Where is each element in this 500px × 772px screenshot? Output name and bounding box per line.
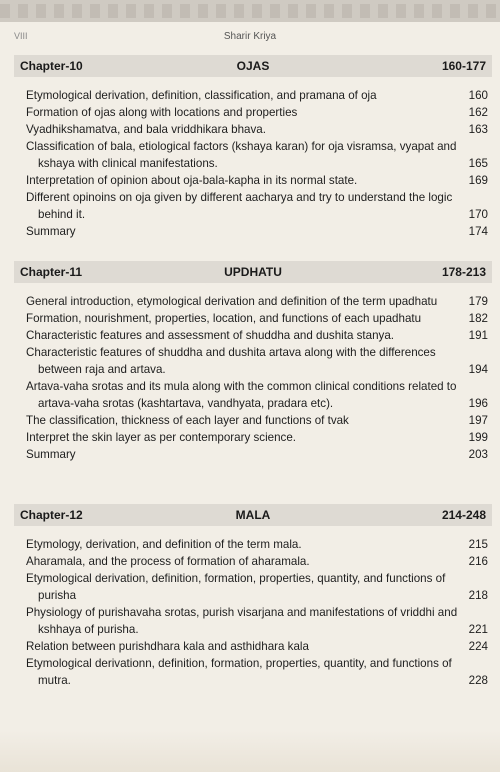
entry-text: Etymology, derivation, and definition of the term mala.: [26, 538, 302, 551]
chapter-title: MALA: [235, 508, 271, 522]
entry-page: 182: [468, 312, 488, 325]
entry-page: 221: [468, 623, 488, 636]
chapter-title: OJAS: [236, 59, 270, 73]
entry-page: 218: [468, 589, 488, 602]
chapter-header-10: [14, 55, 492, 77]
entry-page: 170: [468, 208, 488, 221]
chapter-number: Chapter-12: [20, 508, 83, 522]
chapter-page-range: 160-177: [441, 59, 486, 73]
toc-entry[interactable]: [26, 655, 492, 689]
chapter-header-12: [14, 504, 492, 526]
chapter-number: Chapter-10: [20, 59, 83, 73]
chapter-title: UPDHATU: [224, 265, 282, 279]
toc-entry[interactable]: [26, 604, 492, 638]
chapter-11-entries: [26, 293, 492, 463]
toc-entry[interactable]: [26, 293, 492, 310]
chapter-header-11: [14, 261, 492, 283]
entry-page: 216: [468, 555, 488, 568]
toc-entry[interactable]: [26, 121, 492, 138]
toc-entry[interactable]: [26, 412, 492, 429]
entry-page: 197: [468, 414, 488, 427]
toc-entry[interactable]: [26, 104, 492, 121]
border-pattern: [0, 4, 500, 18]
entry-text: The classification, thickness of each layer and functions of tvak: [26, 414, 349, 427]
entry-text: Summary: [26, 225, 76, 238]
toc-entry[interactable]: [26, 429, 492, 446]
entry-page: 203: [468, 448, 488, 461]
entry-page: 174: [468, 225, 488, 238]
entry-text: Artava-vaha srotas and its mula along with the common clinical conditions related to artava-vaha srotas (kashtartava, vandhyata, pradara etc).: [26, 380, 457, 410]
book-title: Sharir Kriya: [223, 31, 277, 42]
entry-text: Physiology of purishavaha srotas, purish visarjana and manifestations of vriddhi and kshhaya of purisha.: [26, 606, 458, 636]
entry-page: 224: [468, 640, 488, 653]
entry-text: Vyadhikshamatva, and bala vriddhikara bhava.: [26, 123, 266, 136]
toc-entry[interactable]: [26, 310, 492, 327]
entry-text: Formation of ojas along with locations and properties: [26, 106, 298, 119]
toc-entry[interactable]: [26, 344, 492, 378]
toc-entry[interactable]: [26, 138, 492, 172]
entry-page: 228: [468, 674, 488, 687]
entry-text: Interpret the skin layer as per contemporary science.: [26, 431, 297, 444]
running-header: [0, 31, 500, 45]
entry-text: Different opinoins on oja given by different aacharya and try to understand the logic behind it.: [26, 191, 453, 221]
entry-text: Etymological derivationn, definition, formation, properties, quantity, and functions of mutra.: [26, 657, 452, 687]
entry-page: 215: [468, 538, 488, 551]
entry-text: Etymological derivation, definition, classification, and pramana of oja: [26, 89, 377, 102]
toc-entry[interactable]: [26, 553, 492, 570]
entry-text: Summary: [26, 448, 76, 461]
entry-text: General introduction, etymological derivation and definition of the term upadhatu: [26, 295, 438, 308]
toc-entry[interactable]: [26, 223, 492, 240]
entry-text: Characteristic features and assessment of shuddha and dushita stanya.: [26, 329, 394, 342]
toc-entry[interactable]: [26, 172, 492, 189]
entry-text: Etymological derivation, definition, formation, properties, quantity, and functions of purisha: [26, 572, 446, 602]
entry-page: 196: [468, 397, 488, 410]
chapter-page-range: 178-213: [441, 265, 486, 279]
toc-entry[interactable]: [26, 189, 492, 223]
entry-text: Classification of bala, etiological factors (kshaya karan) for oja visramsa, vyapat and kshaya with clinical manifestations.: [26, 140, 457, 170]
toc-entry[interactable]: [26, 87, 492, 104]
decorative-top-border: [0, 0, 500, 22]
entry-page: 160: [468, 89, 488, 102]
toc-entry[interactable]: [26, 378, 492, 412]
toc-entry[interactable]: [26, 446, 492, 463]
page-bottom-margin: [0, 730, 500, 772]
chapter-12-entries: [26, 536, 492, 689]
chapter-10-entries: [26, 87, 492, 240]
entry-page: 191: [468, 329, 488, 342]
entry-page: 169: [468, 174, 488, 187]
toc-entry[interactable]: [26, 570, 492, 604]
entry-text: Aharamala, and the process of formation of aharamala.: [26, 555, 310, 568]
entry-page: 179: [468, 295, 488, 308]
entry-text: Relation between purishdhara kala and asthidhara kala: [26, 640, 309, 653]
entry-page: 199: [468, 431, 488, 444]
toc-entry[interactable]: [26, 327, 492, 344]
entry-page: 165: [468, 157, 488, 170]
toc-entry[interactable]: [26, 638, 492, 655]
entry-text: Formation, nourishment, properties, location, and functions of each upadhatu: [26, 312, 422, 325]
entry-page: 163: [468, 123, 488, 136]
page-number: VIII: [14, 31, 28, 41]
entry-text: Characteristic features of shuddha and dushita artava along with the differences between raja and artava.: [26, 346, 436, 376]
entry-text: Interpretation of opinion about oja-bala-kapha in its normal state.: [26, 174, 358, 187]
entry-page: 162: [468, 106, 488, 119]
chapter-page-range: 214-248: [441, 508, 486, 522]
entry-page: 194: [468, 363, 488, 376]
chapter-number: Chapter-11: [20, 265, 83, 279]
toc-entry[interactable]: [26, 536, 492, 553]
